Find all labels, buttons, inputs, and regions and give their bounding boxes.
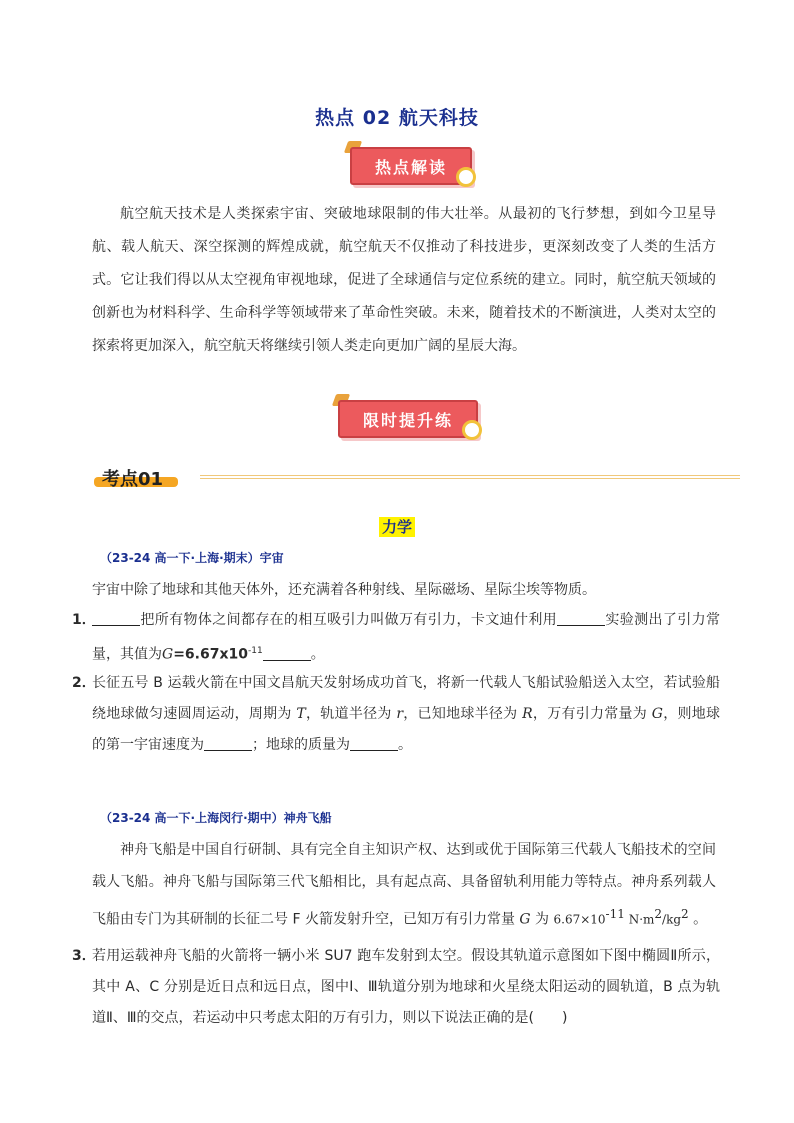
question-text: ；地球的质量为: [252, 737, 350, 753]
question-end: 。: [310, 646, 325, 663]
shenzhou-paragraph: [92, 834, 716, 936]
question-2: [72, 668, 720, 761]
source-label-1: （23-24 高一下·上海·期末）宇宙: [100, 551, 284, 565]
badge-ring-icon: [462, 420, 482, 440]
question-number: 2．: [72, 675, 96, 691]
badge-label: 热点解读: [350, 147, 472, 185]
question-text: ，轨道半径为: [305, 706, 397, 722]
paragraph-text: 神舟飞船是中国自行研制、具有完全自主知识产权、达到或优于国际第三代载人飞船技术的空间载人飞船。神舟飞船与国际第三代飞船相比，具有起点高、具备留轨利用能力等特点。神舟系列载人飞船由专门为其研制的长征二号 F 火箭发射升空，已知万有引力常量: [92, 842, 716, 928]
question-text: 把所有物体之间都存在的相互吸引力叫做万有引力，卡文迪什利用: [140, 612, 558, 628]
g-value: 6.67×10: [553, 912, 606, 927]
unit-text: /kg: [662, 912, 682, 927]
question-body: 若用运载神舟飞船的火箭将一辆小米 SU7 跑车发射到太空。假设其轨道示意图如下图中椭圆Ⅱ所示，其中 A、C 分别是近日点和远日点，图中Ⅰ、Ⅲ轨道分别为地球和火星绕太阳运动的圆轨道，B 点为轨道Ⅱ、Ⅲ的交点，若运动中只考虑太阳的万有引力，则以下说法正确的是( ): [92, 948, 720, 1026]
answer-blank[interactable]: [204, 736, 252, 751]
g-exponent: -11: [247, 646, 263, 656]
kaodian-divider: [200, 475, 740, 479]
g-exponent: -11: [605, 907, 625, 921]
lead-paragraph-1: 宇宙中除了地球和其他天体外，还充满着各种射线、星际磁场、星际尘埃等物质。: [92, 582, 596, 598]
symbol-T: T: [296, 706, 306, 722]
kaodian-label: [94, 465, 178, 491]
badge-ring-icon: [456, 167, 476, 187]
answer-blank[interactable]: [350, 736, 398, 751]
question-text: 实验测出了引力常量，其值为: [92, 612, 721, 663]
question-text: ，则地球的第一宇宙速度为: [92, 706, 721, 753]
question-text: ，已知地球半径为: [403, 706, 523, 722]
question-end: 。: [398, 737, 412, 753]
paragraph-end: 。: [688, 911, 708, 928]
answer-blank[interactable]: [92, 611, 140, 626]
paragraph-text: 为: [530, 911, 554, 928]
badge-label: 限时提升练: [338, 400, 478, 438]
page-title: 热点 02 航天科技: [315, 107, 479, 129]
intro-paragraph: 航空航天技术是人类探索宇宙、突破地球限制的伟大壮举。从最初的飞行梦想，到如今卫星导航、载人航天、深空探测的辉煌成就，航空航天不仅推动了科技进步，更深刻改变了人类的生活方式。它让我们得以从太空视角审视地球，促进了全球通信与定位系统的建立。同时，航空航天领域的创新也为材料科学、生命科学等领域带来了革命性突破。未来，随着技术的不断演进，人类对太空的探索将更加深入，航空航天将继续引领人类走向更加广阔的星辰大海。: [92, 206, 716, 354]
hotspot-reading-badge: [346, 141, 474, 185]
question-body: [92, 668, 720, 761]
question-text: ，万有引力常量为: [532, 706, 652, 722]
question-body: [92, 605, 720, 671]
symbol-R: R: [522, 706, 533, 722]
source-label-2: （23-24 高一下·上海闵行·期中）神舟飞船: [100, 811, 332, 825]
unit-exponent: 2: [654, 907, 663, 921]
symbol-r: r: [396, 706, 404, 722]
question-1: [72, 605, 720, 671]
section-title-text: 力学: [379, 517, 415, 537]
question-number: 3．: [72, 948, 96, 964]
section-title: [0, 516, 794, 537]
answer-blank[interactable]: [263, 646, 311, 661]
question-number: 1．: [72, 612, 96, 628]
g-value: =6.67x10: [173, 646, 248, 663]
unit-text: N·m: [624, 912, 655, 927]
answer-blank[interactable]: [557, 611, 605, 626]
symbol-G: G: [519, 911, 531, 928]
timed-practice-badge: [334, 394, 480, 438]
question-3: [72, 941, 720, 1034]
unit-exponent: 2: [681, 907, 689, 921]
symbol-G: G: [651, 706, 663, 722]
kaodian-text: 考点01: [102, 469, 164, 490]
kaodian-header: [94, 463, 740, 493]
symbol-G: G: [162, 646, 174, 663]
question-text: 长征五号 B 运载火箭在中国文昌航天发射场成功首飞，将新一代载人飞船试验船送入太空，若试验船绕地球做匀速圆周运动，周期为: [92, 675, 720, 722]
